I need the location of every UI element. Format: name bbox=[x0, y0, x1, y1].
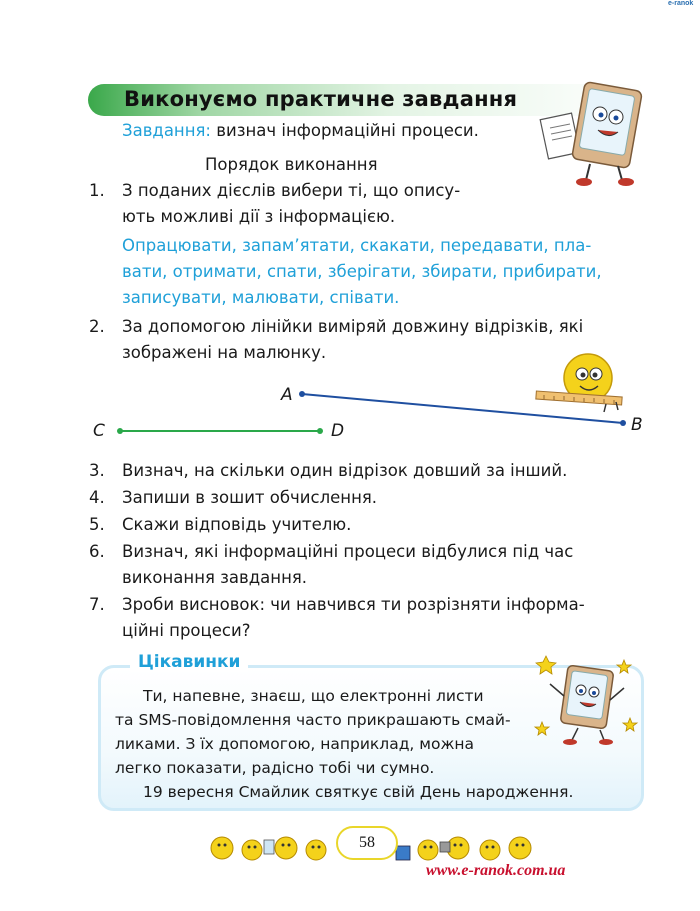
label-c: C bbox=[93, 421, 105, 441]
step-number: 3. bbox=[89, 461, 105, 480]
facts-title: Цікавинки bbox=[138, 652, 241, 672]
step-number: 6. bbox=[89, 542, 105, 561]
step-number: 7. bbox=[89, 595, 105, 614]
label-b: B bbox=[631, 415, 643, 435]
step-number: 4. bbox=[89, 488, 105, 507]
order-heading: Порядок виконання bbox=[205, 155, 378, 174]
tablet-mascot-illustration bbox=[538, 78, 650, 190]
step-line: Визнач, які інформаційні процеси відбулися під час bbox=[122, 542, 574, 561]
step-number: 2. bbox=[89, 317, 105, 336]
facts-line: Ти, напевне, знаєш, що електронні листи bbox=[143, 687, 484, 705]
page-number: 58 bbox=[359, 834, 375, 851]
publisher-logo: e-ranok bbox=[668, 0, 694, 7]
step-line: Зроби висновок: чи навчився ти розрізняти інформа- bbox=[122, 595, 585, 614]
point-d bbox=[317, 428, 323, 434]
step-number: 1. bbox=[89, 181, 105, 200]
point-c bbox=[117, 428, 123, 434]
tablet-stars-illustration bbox=[532, 648, 640, 748]
segments-figure bbox=[80, 375, 660, 455]
verbs-line: Опрацювати, запам’ятати, скакати, передавати, пла- bbox=[122, 236, 592, 255]
step-line: Скажи відповідь учителю. bbox=[122, 515, 352, 534]
verbs-list bbox=[122, 233, 648, 311]
step-line: ційні процеси? bbox=[122, 621, 251, 640]
step-line: виконання завдання. bbox=[122, 568, 308, 587]
section-title: Виконуємо практичне завдання bbox=[124, 87, 518, 111]
label-a: A bbox=[281, 385, 293, 405]
point-b bbox=[620, 420, 626, 426]
step-line: За допомогою лінійки виміряй довжину відрізків, які bbox=[122, 317, 584, 336]
step-line: Запиши в зошит обчислення. bbox=[122, 488, 378, 507]
facts-line: ликами. З їх допомогою, наприклад, можна bbox=[115, 735, 475, 753]
publisher-url[interactable]: www.e-ranok.com.ua bbox=[426, 862, 566, 879]
step-line: зображені на малюнку. bbox=[122, 343, 327, 362]
segment-ab bbox=[302, 394, 623, 423]
facts-line: легко показати, радісно тобі чи сумно. bbox=[115, 759, 435, 777]
task-label: Завдання: bbox=[122, 121, 211, 140]
point-a bbox=[299, 391, 305, 397]
task-statement bbox=[122, 121, 479, 140]
facts-line: та SMS-повідомлення часто прикрашають смай- bbox=[115, 711, 511, 729]
step-line: Визнач, на скільки один відрізок довший за інший. bbox=[122, 461, 568, 480]
step-line: ють можливі дії з інформацією. bbox=[122, 207, 396, 226]
verbs-line: записувати, малювати, співати. bbox=[122, 288, 400, 307]
label-d: D bbox=[331, 421, 345, 441]
task-text: визнач інформаційні процеси. bbox=[216, 121, 479, 140]
step-line: З поданих дієслів вибери ті, що опису- bbox=[122, 181, 461, 200]
facts-line: 19 вересня Смайлик святкує свій День народження. bbox=[143, 783, 574, 801]
step-number: 5. bbox=[89, 515, 105, 534]
verbs-line: вати, отримати, спати, зберігати, збирати, прибирати, bbox=[122, 262, 602, 281]
page-number-badge bbox=[336, 826, 398, 860]
facts-title-wrap bbox=[130, 652, 248, 672]
